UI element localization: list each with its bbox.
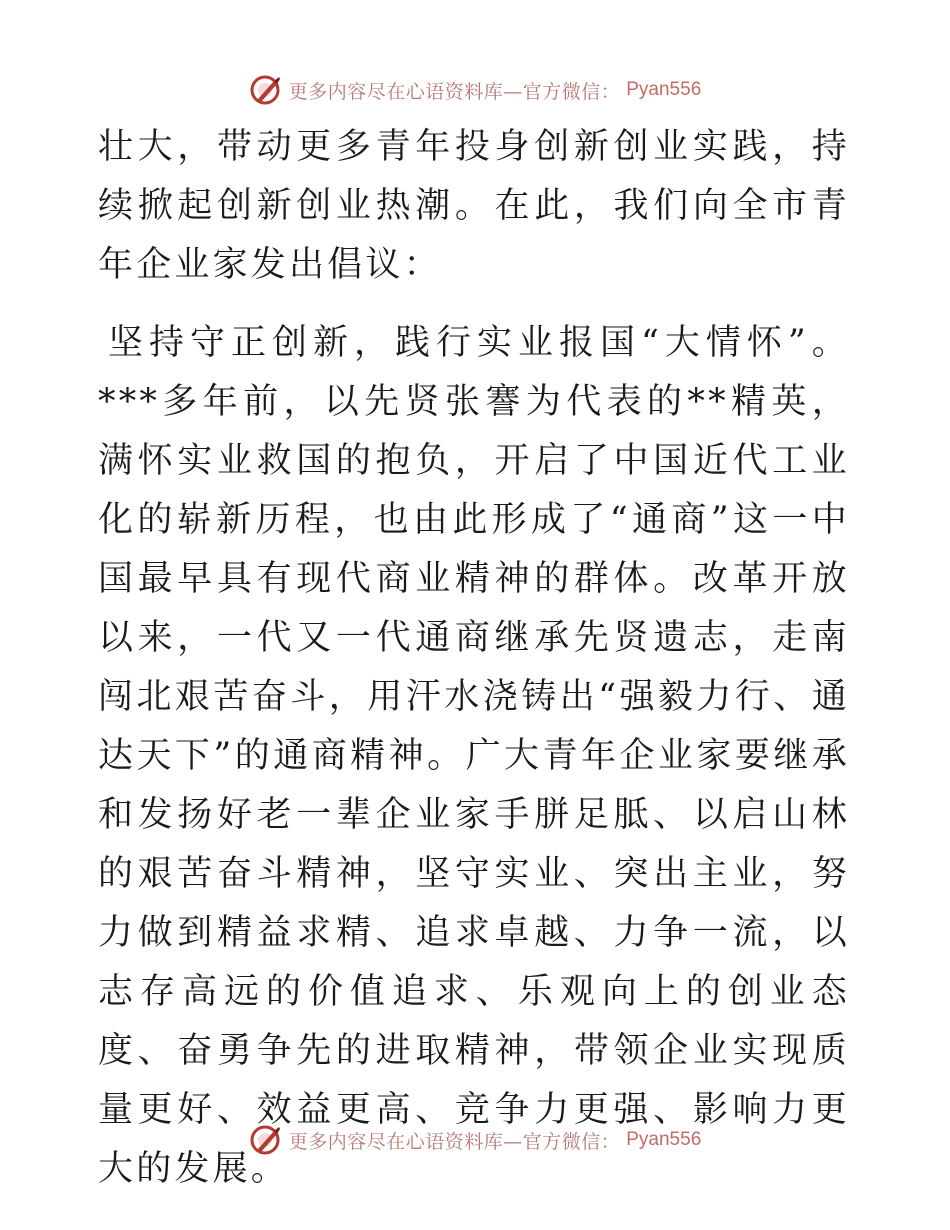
footer-banner — [0, 1120, 950, 1160]
footer-banner-text: 更多内容尽在心语资料库—官方微信： — [288, 1130, 621, 1153]
paragraph-2: 坚持守正创新，践行实业报国“大情怀”。***多年前，以先贤张謇为代表的**精英，满怀实业救国的抱负，开启了中国近代工业化的崭新历程，也由此形成了“通商”这一中国最早具有现代商业精神的群体。改革开放以来，一代又一代通商继承先贤遗志，走南闯北艰苦奋斗，用汗水浇铸出“强毅力行、通达天下”的通商精神。广大青年企业家要继承和发扬好老一辈企业家手胼足胝、以启山林的艰苦奋斗精神，坚守实业、突出主业，努力做到精益求精、追求卓越、力争一流，以志存高远的价值追求、乐观向上的创业态度、奋勇争先的进取精神，带领企业实现质量更好、效益更高、竞争力更强、影响力更大的发展。 — [98, 323, 850, 1189]
header-banner — [0, 70, 950, 110]
document-body — [98, 118, 850, 1199]
pen-logo-icon — [249, 1123, 283, 1157]
header-banner-text: 更多内容尽在心语资料库—官方微信： — [288, 80, 621, 103]
paragraph-1: 壮大，带动更多青年投身创新创业实践，持续掀起创新创业热潮。在此，我们向全市青年企业家发出倡议： — [98, 127, 850, 285]
header-wechat-id: Pyan556 — [626, 79, 702, 100]
pen-logo-icon — [249, 73, 283, 107]
footer-wechat-id: Pyan556 — [626, 1129, 702, 1150]
